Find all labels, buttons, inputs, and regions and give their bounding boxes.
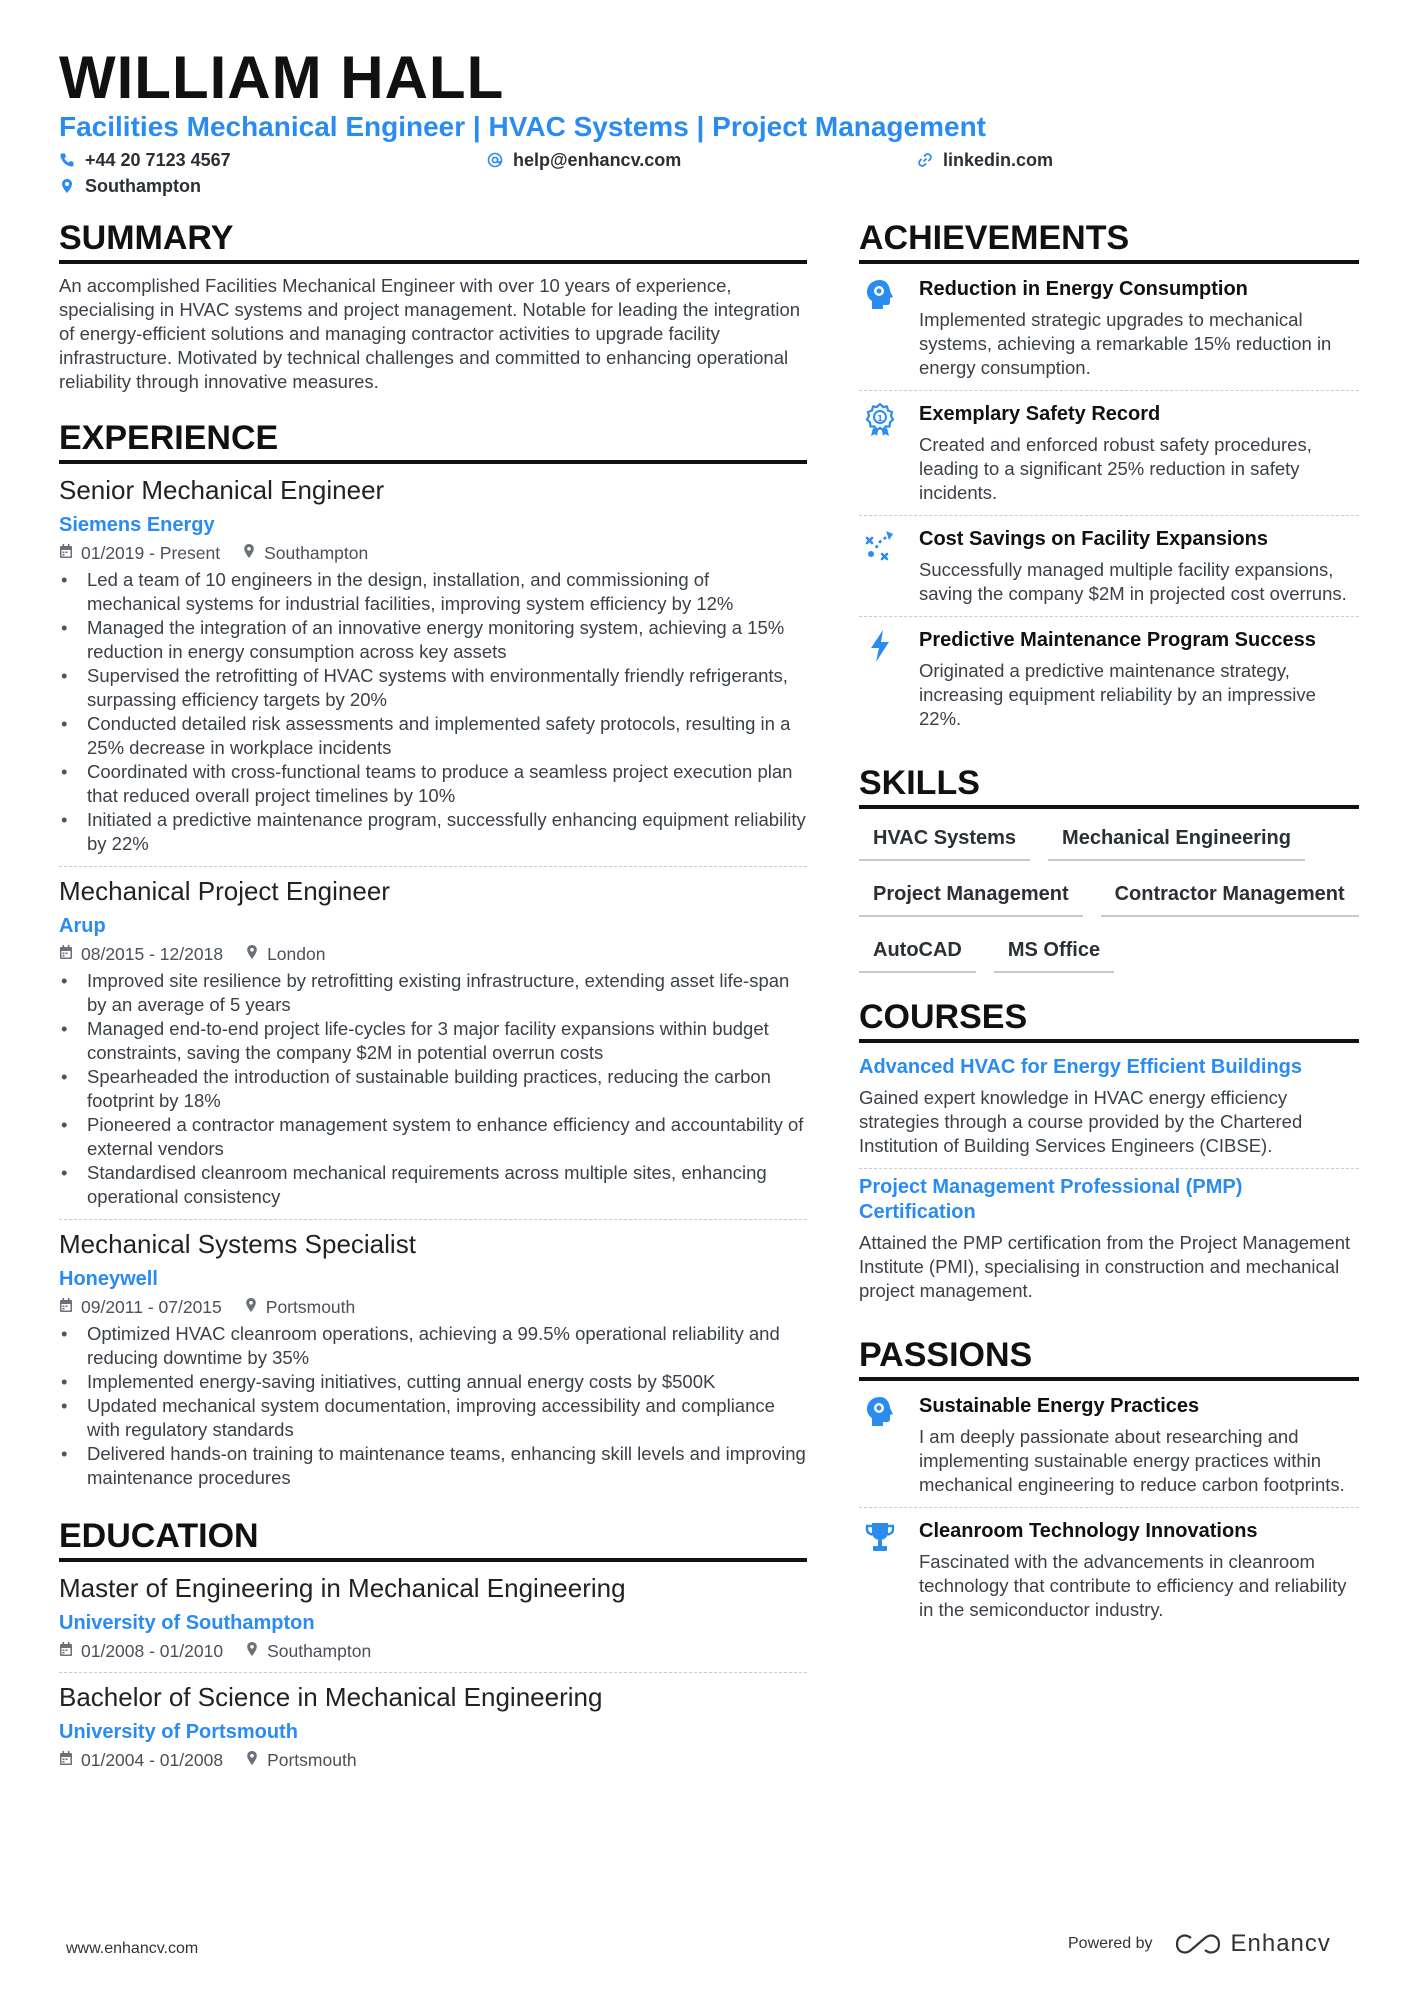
skill-tag: MS Office <box>994 931 1114 973</box>
date-text: 09/2011 - 07/2015 <box>81 1297 222 1317</box>
education-list <box>59 1572 807 1771</box>
bullet-item: • Updated mechanical system documentation, improving accessibility and compliance with regulatory standards <box>59 1394 807 1442</box>
calendar-icon <box>59 1296 73 1318</box>
item-body <box>919 627 1359 731</box>
date-text: 08/2015 - 12/2018 <box>81 944 224 964</box>
bullet-item: • Coordinated with cross-functional teams to produce a seamless project execution plan that reduced overall project timelines by 10% <box>59 760 807 808</box>
course-title: Project Management Professional (PMP) Certification <box>859 1176 1243 1223</box>
experience-heading: EXPERIENCE <box>59 418 807 464</box>
job-entry <box>59 474 807 867</box>
date-text: 01/2004 - 01/2008 <box>81 1750 224 1770</box>
contact-phone[interactable] <box>59 148 231 172</box>
item-body <box>919 1518 1359 1622</box>
bullet-item: • Improved site resilience by retrofitting existing infrastructure, extending asset life-span by an average of 5 years <box>59 969 807 1017</box>
location-pin-icon <box>242 542 256 564</box>
calendar-icon <box>59 943 73 965</box>
meta-row <box>59 1296 807 1318</box>
job-entry <box>59 1228 807 1490</box>
location-text: Southampton <box>85 176 201 196</box>
item-description: Successfully managed multiple facility expansions, saving the company $2M in projected cost overruns. <box>919 559 1347 604</box>
passion-item <box>859 1383 1359 1508</box>
brand-name: Enhancv <box>1230 1930 1331 1957</box>
strategy-icon <box>859 526 901 606</box>
contact-linkedin[interactable] <box>917 148 1053 172</box>
bullet-item: • Implemented energy-saving initiatives, cutting annual energy costs by $500K <box>59 1370 807 1394</box>
achievement-item <box>859 266 1359 391</box>
location-pin-icon <box>244 1296 258 1318</box>
location-text: Portsmouth <box>267 1750 357 1770</box>
right-column <box>859 218 1359 1632</box>
location-text: Southampton <box>264 543 369 563</box>
job-title: Mechanical Systems Specialist <box>59 1229 416 1259</box>
company-name[interactable]: Siemens Energy <box>59 514 215 536</box>
item-description: Implemented strategic upgrades to mechanical systems, achieving a remarkable 15% reduction in energy consumption. <box>919 309 1332 378</box>
item-description: Fascinated with the advancements in cleanroom technology that contribute to efficiency and reliability in the semiconductor industry. <box>919 1551 1347 1620</box>
education-entry <box>59 1572 807 1673</box>
candidate-name: WILLIAM HALL <box>59 44 505 111</box>
meta-row <box>59 542 807 564</box>
item-title: Cleanroom Technology Innovations <box>919 1520 1258 1542</box>
company-name[interactable]: Honeywell <box>59 1268 158 1290</box>
item-body <box>919 1393 1359 1497</box>
bolt-icon <box>859 627 901 731</box>
passions-list <box>859 1383 1359 1632</box>
bullet-item: • Managed the integration of an innovative energy monitoring system, achieving a 15% reduction in energy consumption across key assets <box>59 616 807 664</box>
item-description: Created and enforced robust safety procedures, leading to a significant 25% reduction in safety incidents. <box>919 434 1312 503</box>
bullet-item: • Led a team of 10 engineers in the design, installation, and commissioning of mechanical systems for industrial facilities, improving system efficiency by 12% <box>59 568 807 616</box>
brand-logo[interactable] <box>1175 1930 1331 1958</box>
location-pin-icon <box>245 1749 259 1771</box>
divider <box>59 866 807 867</box>
date-range <box>59 542 220 564</box>
degree-title: Bachelor of Science in Mechanical Engineering <box>59 1682 603 1712</box>
achievement-item <box>859 617 1359 741</box>
item-body <box>919 276 1359 380</box>
phone-icon <box>59 152 75 168</box>
left-column <box>59 218 807 1771</box>
location <box>245 943 325 965</box>
at-icon <box>487 152 503 168</box>
skill-tag: Contractor Management <box>1101 875 1359 917</box>
passions-heading: PASSIONS <box>859 1335 1359 1381</box>
experience-list <box>59 474 807 1490</box>
item-description: Originated a predictive maintenance strategy, increasing equipment reliability by an impressive 22%. <box>919 660 1316 729</box>
date-range <box>59 943 223 965</box>
svg-text:1: 1 <box>877 414 883 423</box>
contact-email[interactable] <box>487 148 681 172</box>
item-title: Reduction in Energy Consumption <box>919 278 1248 300</box>
bullet-item: • Managed end-to-end project life-cycles for 3 major facility expansions within budget constraints, saving the company $2M in potential overrun costs <box>59 1017 807 1065</box>
job-entry <box>59 875 807 1220</box>
location-text: London <box>267 944 326 964</box>
bullet-item: • Conducted detailed risk assessments and implemented safety protocols, resulting in a 25% decrease in workplace incidents <box>59 712 807 760</box>
achievement-item <box>859 516 1359 617</box>
contact-location <box>59 174 201 198</box>
skills-list <box>859 819 1359 973</box>
location-text: Portsmouth <box>265 1297 356 1317</box>
date-text: 01/2019 - Present <box>81 543 221 563</box>
item-title: Exemplary Safety Record <box>919 403 1161 425</box>
date-range <box>59 1296 222 1318</box>
skills-heading: SKILLS <box>859 763 1359 809</box>
linkedin-text: linkedin.com <box>943 150 1054 170</box>
course-title: Advanced HVAC for Energy Efficient Buildings <box>859 1056 1303 1078</box>
item-title: Sustainable Energy Practices <box>919 1395 1200 1417</box>
head-icon <box>859 276 901 380</box>
location <box>244 1296 355 1318</box>
award-icon <box>859 401 901 505</box>
summary-text: An accomplished Facilities Mechanical Engineer with over 10 years of experience, specialising in HVAC systems and project management. Notable for leading the integration of energy-efficient solutions and managing contractor activities to upgrade facility infrastructure. Motivated by technical challenges and committed to enhancing operational reliability through innovative measures. <box>59 275 801 392</box>
calendar-icon <box>59 542 73 564</box>
company-name[interactable]: Arup <box>59 915 106 937</box>
location-pin-icon <box>59 178 75 194</box>
summary-heading: SUMMARY <box>59 218 807 264</box>
trophy-icon <box>859 1518 901 1622</box>
course-item <box>859 1049 1359 1169</box>
bullet-item: • Standardised cleanroom mechanical requirements across multiple sites, enhancing operational consistency <box>59 1161 807 1209</box>
bullet-item: • Initiated a predictive maintenance program, successfully enhancing equipment reliability by 22% <box>59 808 807 856</box>
courses-heading: COURSES <box>859 997 1359 1043</box>
powered-by-text: Powered by <box>1068 1935 1153 1952</box>
date-range <box>59 1749 223 1771</box>
achievements-list <box>859 266 1359 741</box>
location <box>242 542 368 564</box>
headline: Facilities Mechanical Engineer | HVAC Systems | Project Management <box>59 111 987 142</box>
divider <box>59 1219 807 1220</box>
meta-row <box>59 1640 807 1662</box>
course-item <box>859 1169 1359 1313</box>
enhancv-logo-icon <box>1175 1932 1221 1956</box>
bullet-list <box>59 1322 807 1490</box>
job-title: Senior Mechanical Engineer <box>59 475 385 505</box>
item-description: I am deeply passionate about researching and implementing sustainable energy practices within mechanical engineering to reduce carbon footprints. <box>919 1426 1345 1495</box>
footer-website[interactable]: www.enhancv.com <box>66 1940 199 1957</box>
location-text: Southampton <box>267 1641 372 1661</box>
bullet-list <box>59 969 807 1209</box>
meta-row <box>59 1749 807 1771</box>
courses-list <box>859 1049 1359 1313</box>
school-name[interactable]: University of Portsmouth <box>59 1721 298 1743</box>
bullet-item: • Spearheaded the introduction of sustainable building practices, reducing the carbon footprint by 18% <box>59 1065 807 1113</box>
achievements-heading: ACHIEVEMENTS <box>859 218 1359 264</box>
meta-row <box>59 943 807 965</box>
degree-title: Master of Engineering in Mechanical Engineering <box>59 1573 626 1603</box>
skill-tag: AutoCAD <box>859 931 976 973</box>
location <box>245 1640 371 1662</box>
bullet-item: • Optimized HVAC cleanroom operations, achieving a 99.5% operational reliability and reducing downtime by 35% <box>59 1322 807 1370</box>
location-pin-icon <box>245 943 259 965</box>
bullet-item: • Supervised the retrofitting of HVAC systems with environmentally friendly refrigerants, surpassing efficiency targets by 20% <box>59 664 807 712</box>
location <box>245 1749 356 1771</box>
skill-tag: Mechanical Engineering <box>1048 819 1305 861</box>
footer-branding <box>1068 1930 1331 1958</box>
item-body <box>919 526 1359 606</box>
date-text: 01/2008 - 01/2010 <box>81 1641 224 1661</box>
skill-tag: Project Management <box>859 875 1083 917</box>
skill-tag: HVAC Systems <box>859 819 1030 861</box>
education-entry <box>59 1681 807 1771</box>
education-heading: EDUCATION <box>59 1516 807 1562</box>
bullet-item: • Pioneered a contractor management system to enhance efficiency and accountability of external vendors <box>59 1113 807 1161</box>
item-body <box>919 401 1359 505</box>
passion-item <box>859 1508 1359 1632</box>
course-description: Attained the PMP certification from the Project Management Institute (PMI), specialising in construction and mechanical project management. <box>859 1232 1351 1301</box>
achievement-item <box>859 391 1359 516</box>
head-icon <box>859 1393 901 1497</box>
link-icon <box>917 152 933 168</box>
bullet-item: • Delivered hands-on training to maintenance teams, enhancing skill levels and improving maintenance procedures <box>59 1442 807 1490</box>
calendar-icon <box>59 1640 73 1662</box>
phone-text: +44 20 7123 4567 <box>85 150 231 170</box>
item-title: Predictive Maintenance Program Success <box>919 629 1316 651</box>
date-range <box>59 1640 223 1662</box>
email-text: help@enhancv.com <box>513 150 682 170</box>
divider <box>59 1672 807 1673</box>
bullet-list <box>59 568 807 856</box>
job-title: Mechanical Project Engineer <box>59 876 390 906</box>
calendar-icon <box>59 1749 73 1771</box>
course-description: Gained expert knowledge in HVAC energy efficiency strategies through a course provided by the Chartered Institution of Building Services Engineers (CIBSE). <box>859 1087 1303 1156</box>
location-pin-icon <box>245 1640 259 1662</box>
school-name[interactable]: University of Southampton <box>59 1612 315 1634</box>
item-title: Cost Savings on Facility Expansions <box>919 528 1268 550</box>
